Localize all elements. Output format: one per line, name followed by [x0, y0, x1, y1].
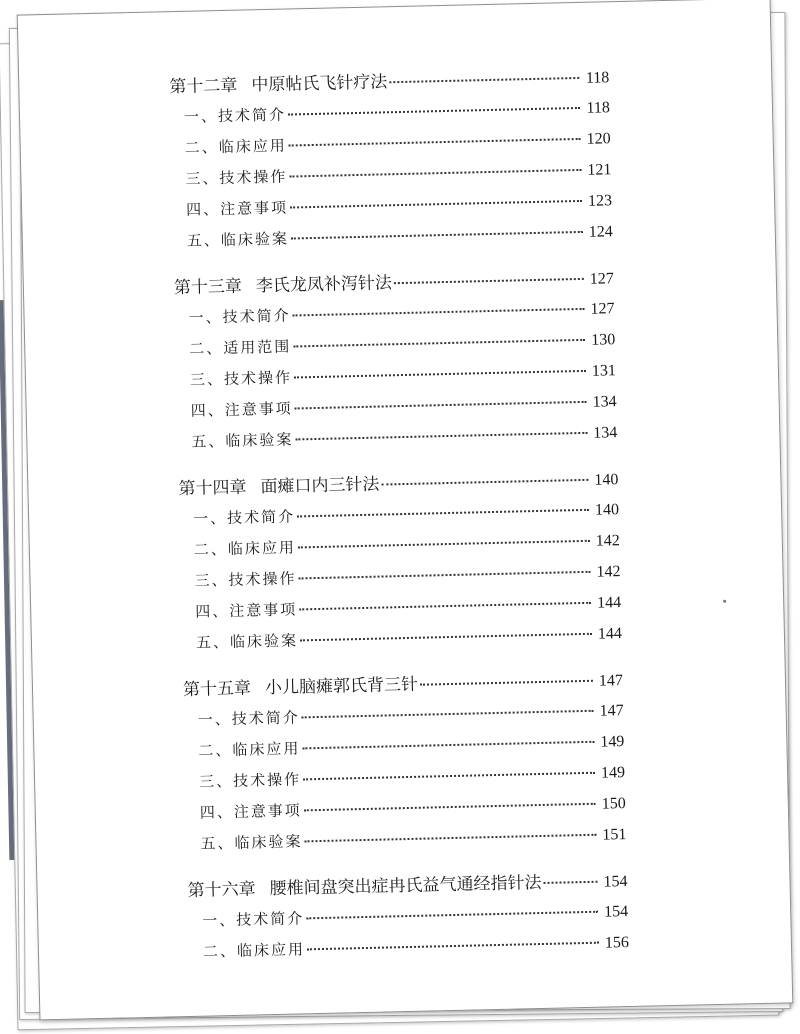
item-label: 四、注意事项 — [185, 198, 289, 219]
chapter-title: 李氏龙凤补泻针法 — [255, 273, 393, 297]
chapter-number: 第十三章 — [173, 276, 243, 299]
dot-leader — [290, 200, 582, 209]
page-number: 149 — [600, 733, 625, 751]
dot-leader — [298, 540, 590, 549]
dot-leader — [305, 834, 597, 843]
dot-leader — [293, 308, 585, 317]
dot-leader — [302, 710, 594, 719]
item-label: 三、技术操作 — [189, 368, 293, 389]
item-label: 五、临床验案 — [191, 430, 294, 451]
item-label: 三、技术操作 — [198, 770, 302, 791]
page-number: 150 — [601, 795, 626, 813]
page-number: 154 — [603, 873, 628, 891]
page-number: 142 — [596, 563, 621, 581]
chapter-12 — [169, 62, 613, 261]
item-label: 二、临床应用 — [202, 940, 306, 961]
dot-leader — [389, 77, 579, 83]
page-number: 134 — [592, 393, 617, 411]
dot-leader — [289, 169, 581, 178]
item-label: 二、临床应用 — [193, 538, 297, 559]
chapter-title: 小儿脑瘫郭氏背三针 — [264, 674, 419, 699]
dot-leader — [297, 509, 589, 518]
page-number: 147 — [599, 702, 624, 720]
page-number: 118 — [585, 69, 610, 87]
item-label: 一、技术简介 — [188, 306, 291, 327]
chapter-14 — [178, 464, 622, 663]
dot-leader — [303, 772, 595, 781]
item-label: 一、技术简介 — [202, 909, 305, 930]
dot-leader — [295, 401, 587, 410]
dot-leader — [289, 138, 581, 147]
item-label: 一、技术简介 — [183, 105, 287, 126]
item-label: 二、临床应用 — [184, 136, 287, 157]
chapter-13 — [174, 263, 618, 462]
dot-leader — [381, 479, 588, 486]
dot-leader — [293, 339, 585, 348]
item-label: 三、技术操作 — [194, 569, 297, 590]
page-number: 121 — [587, 161, 612, 179]
page-number: 120 — [586, 130, 611, 148]
chapter-number: 第十二章 — [169, 75, 238, 98]
item-label: 四、注意事项 — [199, 801, 303, 822]
chapter-number: 第十五章 — [182, 678, 252, 701]
dot-leader — [420, 680, 593, 686]
dot-leader — [288, 107, 580, 116]
page-number: 127 — [590, 300, 615, 318]
chapter-15 — [183, 665, 627, 864]
item-label: 三、技术操作 — [185, 167, 288, 188]
item-label: 四、注意事项 — [195, 600, 298, 621]
item-label: 五、临床验案 — [195, 631, 299, 652]
page-number: 140 — [594, 501, 620, 519]
page-number: 131 — [591, 362, 617, 380]
dot-leader — [299, 602, 591, 611]
dot-leader — [304, 803, 596, 812]
page-number: 130 — [591, 331, 616, 349]
item-label: 二、适用范围 — [189, 337, 292, 358]
dot-leader — [295, 432, 587, 441]
dot-leader — [394, 278, 584, 284]
page-number: 123 — [587, 192, 613, 210]
chapter-number: 第十六章 — [187, 879, 256, 902]
page-number: 134 — [593, 424, 618, 442]
page-number: 154 — [604, 903, 629, 921]
print-speck — [723, 600, 726, 603]
chapter-title: 面瘫口内三针法 — [260, 474, 380, 498]
item-label: 五、临床验案 — [200, 832, 303, 853]
dot-leader — [291, 231, 583, 240]
page-number: 151 — [602, 826, 627, 844]
page-number: 144 — [597, 625, 623, 643]
page-number: 118 — [586, 99, 611, 117]
dot-leader — [300, 633, 592, 642]
page-number: 124 — [588, 223, 613, 241]
chapter-title: 中原帖氏飞针疗法 — [251, 72, 388, 96]
chapter-title: 腰椎间盘突出症冉氏益气通经指针法 — [269, 873, 542, 900]
dot-leader — [302, 741, 594, 750]
page-number: 142 — [595, 532, 620, 550]
table-of-contents — [169, 62, 630, 984]
dot-leader — [307, 942, 599, 951]
chapter-16 — [187, 866, 629, 972]
page-number: 144 — [596, 594, 622, 612]
item-label: 一、技术简介 — [197, 708, 300, 729]
dot-leader — [299, 571, 591, 580]
dot-leader — [294, 370, 586, 379]
dot-leader — [306, 911, 598, 920]
item-label: 一、技术简介 — [192, 507, 296, 528]
page-number: 140 — [594, 471, 619, 489]
page-number: 156 — [604, 934, 630, 952]
chapter-number: 第十四章 — [178, 477, 247, 500]
page-number: 149 — [600, 764, 626, 782]
item-label: 四、注意事项 — [190, 399, 293, 420]
item-label: 五、临床验案 — [186, 229, 290, 250]
toc-page — [17, 0, 794, 1020]
item-label: 二、临床应用 — [198, 739, 301, 760]
page-number: 127 — [589, 270, 615, 288]
page-number: 147 — [598, 672, 624, 690]
dot-leader — [543, 881, 597, 884]
